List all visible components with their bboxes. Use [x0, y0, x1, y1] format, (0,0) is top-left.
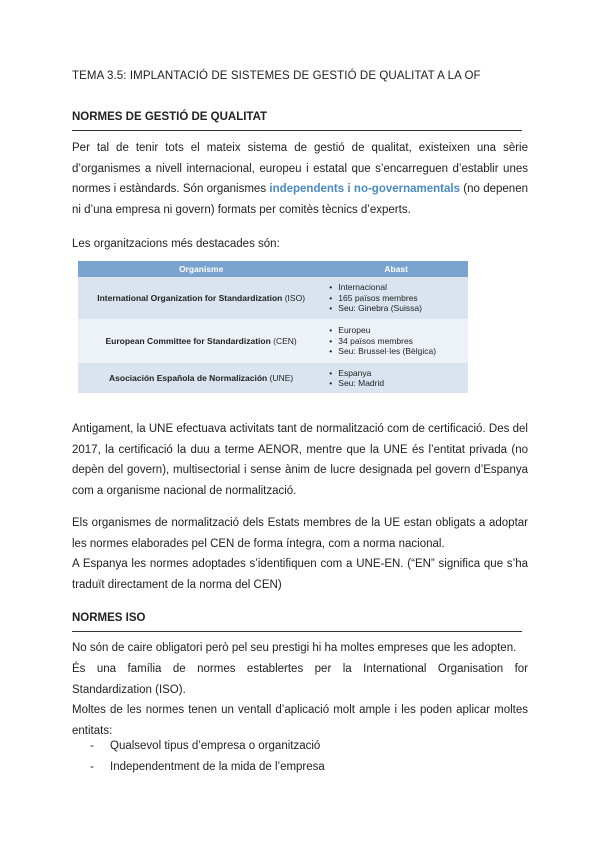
iso-bullet-list — [72, 736, 325, 777]
org-name: Asociación Española de Normalización — [109, 373, 268, 383]
section-divider — [72, 130, 522, 131]
section-divider — [72, 631, 522, 632]
intro-text-end: (no depenen ni d’una empresa ni govern) formats per comitès tècnics d’experts. — [72, 183, 528, 216]
topic-header: TEMA 3.5: IMPLANTACIÓ DE SISTEMES DE GESTIÓ DE QUALITAT A LA OF — [72, 70, 481, 82]
scope-item: • Espanya — [338, 368, 464, 379]
org-scope-cell — [324, 363, 468, 393]
section-title-iso: NORMES ISO — [72, 612, 146, 624]
scope-item: • Seu: Brussel·les (Bèlgica) — [338, 346, 464, 357]
intro-paragraph — [72, 138, 528, 220]
scope-item: • 165 països membres — [338, 293, 464, 304]
org-abbr: (ISO) — [282, 293, 306, 303]
table-intro: Les organitzacions més destacades són: — [72, 238, 280, 250]
org-scope-cell — [324, 319, 468, 363]
org-name-cell — [78, 363, 324, 393]
iso-line-1: No són de caire obligatori però pel seu prestigi hi ha moltes empreses que les adopten. — [72, 642, 517, 654]
scope-item: • Seu: Madrid — [338, 378, 464, 389]
org-name-cell — [78, 277, 324, 319]
section-title-quality: NORMES DE GESTIÓ DE QUALITAT — [72, 111, 268, 123]
scope-item: • Internacional — [338, 282, 464, 293]
col-header-organisme: Organisme — [78, 261, 324, 277]
org-abbr: (CEN) — [270, 336, 297, 346]
list-item: - Qualsevol tipus d’empresa o organització — [72, 736, 325, 757]
org-abbr: (UNE) — [267, 373, 294, 383]
iso-line-3: Moltes de les normes tenen un ventall d’aplicació molt ample i les poden aplicar moltes entitats: — [72, 704, 528, 737]
org-name: European Committee for Standardization — [105, 336, 271, 346]
une-paragraph: Antigament, la UNE efectuava activitats tant de normalització com de certificació. Des del 2017, la certificació la duu a terme AENOR, mentre que la UNE és l’entitat privada (no depèn del govern), multisectorial i sense ànim de lucre designada pel govern d’Espanya com a organisme nacional de normalització. — [72, 423, 528, 497]
org-name-cell — [78, 319, 324, 363]
col-header-abast: Abast — [324, 261, 468, 277]
iso-line-2: És una família de normes establertes per la International Organisation for Standardization (ISO). — [72, 663, 528, 696]
organisations-table — [78, 261, 468, 393]
table-row — [78, 363, 468, 393]
org-scope-cell — [324, 277, 468, 319]
ue-paragraph: Els organismes de normalització dels Estats membres de la UE estan obligats a adoptar les normes elaborades pel CEN de forma íntegra, com a norma nacional. — [72, 517, 528, 550]
en-paragraph: A Espanya les normes adoptades s’identifiquen com a UNE-EN. (“EN” significa que s’ha traduït directament de la norma del CEN) — [72, 558, 528, 591]
intro-highlight: independents i no-governamentals — [269, 183, 460, 195]
scope-item: • Seu: Ginebra (Suissa) — [338, 303, 464, 314]
list-item: - Independentment de la mida de l’empresa — [72, 757, 325, 778]
scope-item: • Europeu — [338, 325, 464, 336]
org-name: International Organization for Standardization — [97, 293, 283, 303]
intro-text-start: Per tal de tenir tots el mateix sistema de gestió de qualitat, existeixen una sèrie d’organismes a nivell internacional, europeu i estatal que s’encarreguen d’establir unes normes i estàndards. Són organismes — [72, 142, 528, 195]
table-row — [78, 319, 468, 363]
scope-item: • 34 països membres — [338, 336, 464, 347]
table-row — [78, 277, 468, 319]
